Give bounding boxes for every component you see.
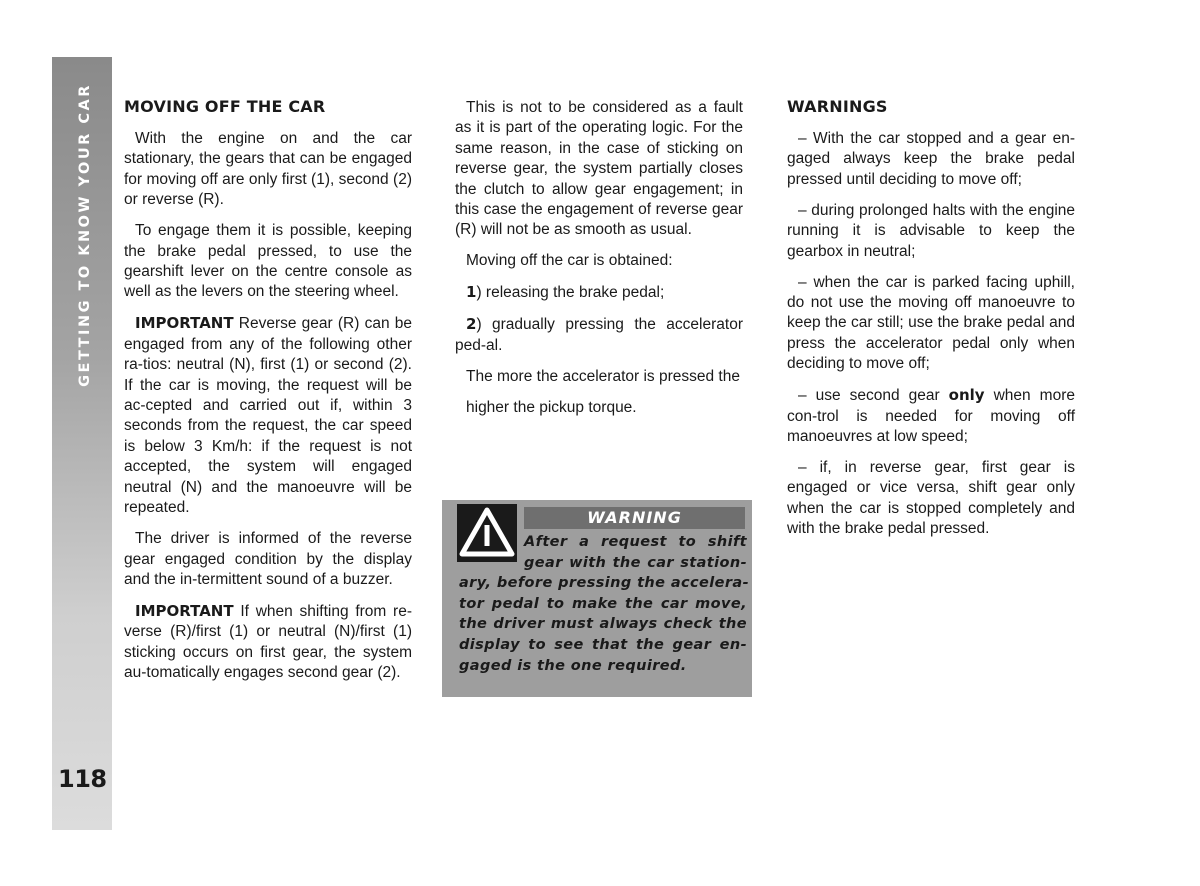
paragraph (455, 282, 743, 303)
page-number: 118 (58, 765, 107, 793)
paragraph-text: when more con-trol is needed for moving off manoeuvres at low speed; (787, 387, 1075, 446)
column-left (124, 96, 412, 694)
warning-line: display to see that the gear en- (459, 636, 747, 653)
paragraph: Moving off the car is obtained: (466, 252, 673, 270)
paragraph-text: ) releasing the brake pedal; (476, 284, 665, 302)
warning-line: gaged is the one required. (459, 657, 687, 674)
paragraph: – when the car is parked facing uphill, do not use the moving off manoeuvre to keep the car still; use the brake pedal and press the accelerator pedal only when deciding to move off; (787, 273, 1075, 373)
warning-line: ary, before pressing the accelera- (459, 575, 749, 592)
warning-line: the driver must always check the (459, 616, 747, 633)
paragraph-text: ) gradually pressing the accelerator ped-al. (455, 316, 743, 354)
warning-line: gear with the car station- (524, 554, 747, 571)
section-title: GETTING TO KNOW YOUR CAR (77, 83, 93, 387)
column-middle (455, 98, 743, 429)
step-number: 2 (466, 315, 477, 334)
paragraph: – With the car stopped and a gear en-gaged always keep the brake pedal pressed until deciding to move off; (787, 130, 1075, 188)
step-number: 1 (466, 283, 477, 302)
paragraph: The more the accelerator is pressed the (466, 367, 740, 385)
paragraph (124, 601, 412, 684)
heading-warnings: WARNINGS (787, 97, 888, 116)
paragraph: – if, in reverse gear, first gear is engaged or vice versa, shift gear only when the car is stopped completely and with the brake pedal pressed. (787, 459, 1075, 538)
emphasis-only: only (948, 386, 985, 405)
paragraph: The driver is informed of the reverse gear engaged condition by the display and the in-termittent sound of a buzzer. (124, 530, 412, 588)
paragraph-text: If when shifting from re-verse (R)/first (1) or neutral (N)/first (1) sticking occurs on first gear, the system au-tomatically engages second gear (2). (124, 602, 413, 682)
warning-banner: WARNING (524, 507, 745, 529)
paragraph (787, 385, 1075, 447)
paragraph: To engage them it is possible, keeping the brake pedal pressed, to use the gearshift lever on the centre console as well as the levers on the steering wheel. (124, 222, 412, 301)
paragraph (455, 314, 743, 356)
warning-text (459, 532, 747, 676)
paragraph-text: – use second gear (798, 387, 940, 405)
important-label: IMPORTANT (135, 601, 234, 620)
paragraph (124, 313, 412, 518)
paragraph: higher the pickup torque. (466, 398, 637, 416)
paragraph: With the engine on and the car stationary, the gears that can be engaged for moving off are only first (1), second (2) or reverse (R). (124, 130, 412, 209)
paragraph: – during prolonged halts with the engine running it is advisable to keep the gearbox in neutral; (787, 201, 1075, 260)
paragraph: This is not to be considered as a fault as it is part of the operating logic. For the same reason, in the case of sticking on reverse gear, the system partially closes the clutch to allow gear engagement; in this case the engagement of reverse gear (R) will not be as smooth as usual. (455, 99, 743, 239)
warning-line: After a request to shift (524, 534, 747, 550)
warning-line: tor pedal to make the car move, (459, 595, 747, 612)
important-label: IMPORTANT (135, 314, 234, 333)
paragraph-text: Reverse gear (R) can be engaged from any of the following other ra-tios: neutral (N), first (1) or second (2). If the car is moving, the request will be ac-cepted and carried out if, within 3 seconds from the request, the car speed is below 3 Km/h: if the request is not accepted, the system will engaged neutral (N) and the manoeuvre will be repeated. (124, 315, 412, 517)
column-right (787, 96, 1075, 550)
heading-moving-off: MOVING OFF THE CAR (124, 97, 326, 116)
